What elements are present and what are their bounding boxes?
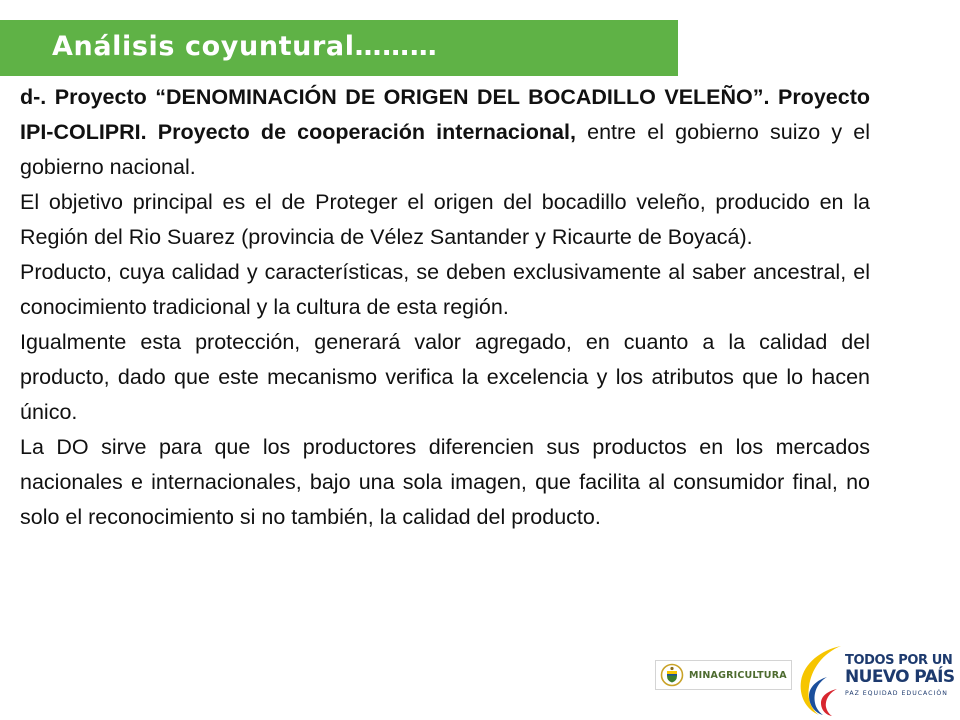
paragraph-5-normal: La DO sirve para que los productores diferencien sus productos en los mercados nacionales e internacionales, bajo una sola imagen, que facilita al consumidor final, no solo el reconocimiento si no también, la calidad del producto.: [20, 435, 870, 529]
minagricultura-logo: [655, 660, 792, 690]
slide-title: Análisis coyuntural………: [52, 31, 438, 62]
todos-line-2: NUEVO PAÍS: [845, 667, 955, 687]
paragraph-4-normal: Igualmente esta protección, generará valor agregado, en cuanto a la calidad del producto, dado que este mecanismo verifica la excelencia y los atributos que lo hacen único.: [20, 330, 870, 424]
paragraph-4: [20, 325, 870, 430]
body-text: [20, 80, 870, 535]
paragraph-1-bold: d-. Proyecto “DENOMINACIÓN DE ORIGEN DEL BOCADILLO VELEÑO”. Proyecto IPI-COLIPRI. Proyecto de cooperación internacional,: [20, 85, 870, 144]
colombia-tricolor-icon: [797, 643, 843, 717]
paragraph-3: [20, 255, 870, 325]
paragraph-1-normal: entre el gobierno suizo y el gobierno nacional.: [20, 120, 870, 179]
paragraph-3-normal: Producto, cuya calidad y características, se deben exclusivamente al saber ancestral, el conocimiento tradicional y la cultura de esta región.: [20, 260, 870, 319]
paragraph-2: [20, 185, 870, 255]
minagricultura-label: MINAGRICULTURA: [689, 669, 787, 681]
todos-line-3: PAZ EQUIDAD EDUCACIÓN: [845, 690, 948, 697]
todos-line-1: TODOS POR UN: [845, 653, 953, 668]
todos-por-un-nuevo-pais-logo: [845, 654, 957, 697]
paragraph-2-normal: El objetivo principal es el de Proteger el origen del bocadillo veleño, producido en la Región del Rio Suarez (provincia de Vélez Santander y Ricaurte de Boyacá).: [20, 190, 870, 249]
paragraph-1: [20, 80, 870, 185]
paragraph-5: [20, 430, 870, 535]
coat-of-arms-icon: [660, 663, 684, 687]
footer: [0, 640, 960, 720]
